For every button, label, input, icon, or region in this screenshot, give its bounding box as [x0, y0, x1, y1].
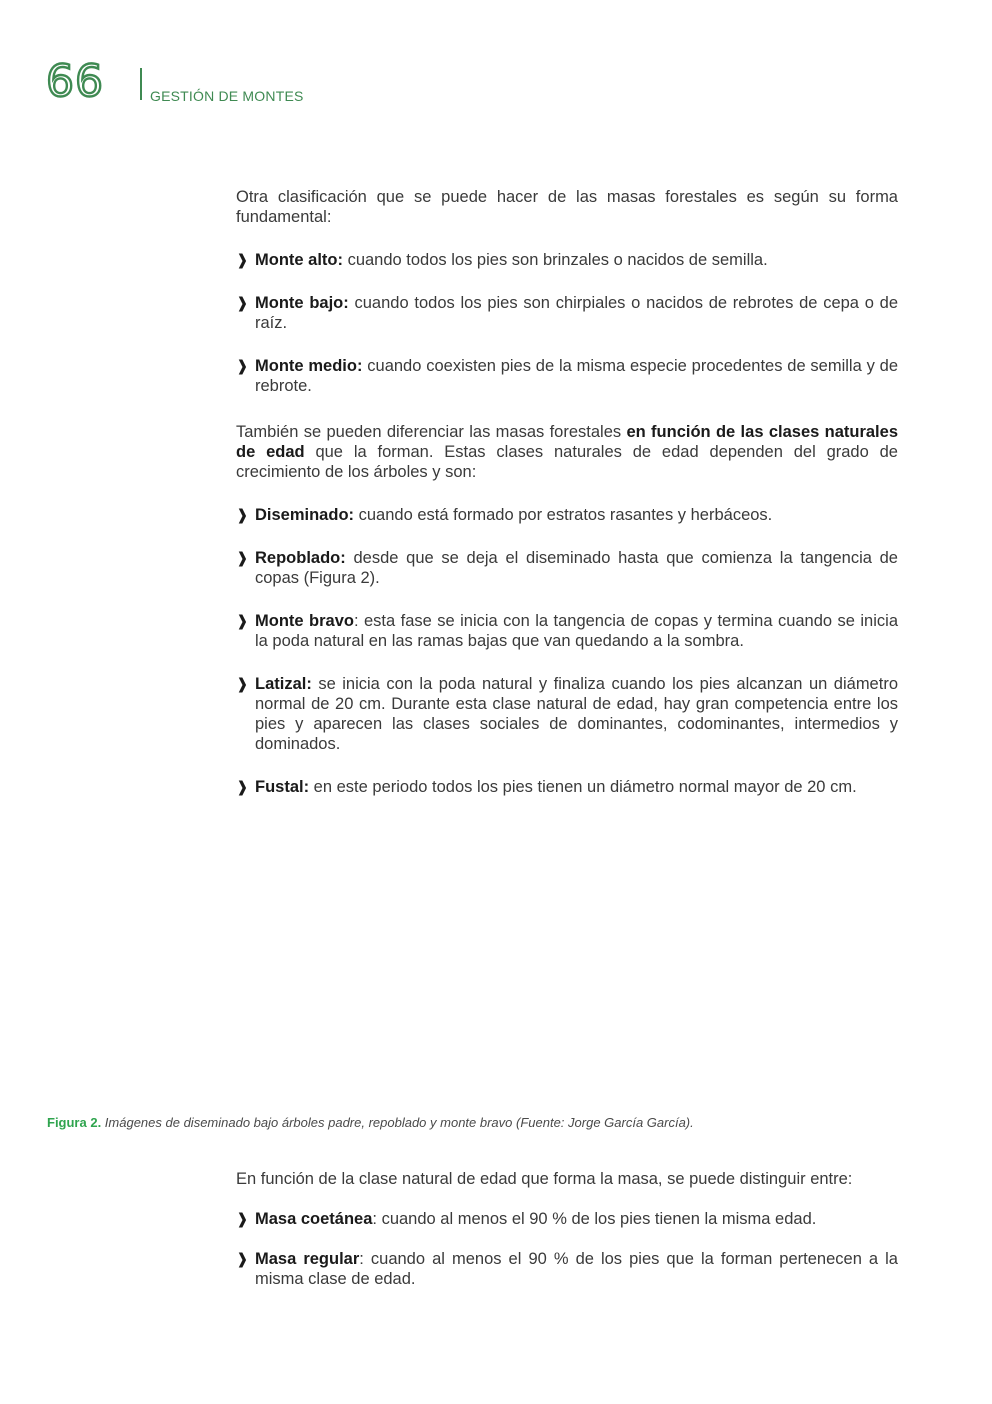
list-item-term: Masa regular	[255, 1250, 360, 1268]
list-item-text: : cuando al menos el 90 % de los pies tienen la misma edad.	[372, 1210, 817, 1228]
list-item-text: cuando está formado por estratos rasantes y herbáceos.	[354, 506, 773, 524]
list-item	[236, 1209, 898, 1229]
list-item-text: se inicia con la poda natural y finaliza cuando los pies alcanzan un diámetro normal de 20 cm. Durante esta clase natural de edad, hay gran competencia entre los pies y aparecen las clases sociales de dominantes, codominantes, intermedios y dominados.	[255, 675, 898, 753]
list-item	[236, 505, 898, 525]
bullet-icon: ❱	[236, 675, 249, 693]
list-item-term: Latizal:	[255, 675, 312, 693]
bullet-icon: ❱	[236, 612, 249, 630]
list-item	[236, 777, 898, 797]
bullet-icon: ❱	[236, 778, 249, 796]
list-item-text: : cuando al menos el 90 % de los pies que la forman pertenecen a la misma clase de edad.	[255, 1250, 898, 1288]
intro-paragraph-3: En función de la clase natural de edad que forma la masa, se puede distinguir entre:	[236, 1170, 853, 1188]
list-item	[236, 250, 898, 270]
list-item-text: cuando todos los pies son brinzales o nacidos de semilla.	[343, 251, 768, 269]
list-item-term: Repoblado:	[255, 549, 346, 567]
list-item-text: en este periodo todos los pies tienen un diámetro normal mayor de 20 cm.	[309, 778, 857, 796]
list-item-term: Monte bravo	[255, 612, 354, 630]
list-item	[236, 611, 898, 651]
intro-2-bold: en función de las clases naturales de edad	[236, 423, 898, 461]
bullet-icon: ❱	[236, 1210, 249, 1228]
intro-paragraph-2	[236, 422, 898, 482]
forma-fundamental-list	[236, 250, 898, 396]
list-item	[236, 356, 898, 396]
bullet-icon: ❱	[236, 549, 249, 567]
intro-2-pre: También se pueden diferenciar las masas forestales	[236, 423, 627, 441]
bullet-icon: ❱	[236, 357, 249, 375]
list-item-text: cuando coexisten pies de la misma especie procedentes de semilla y de rebrote.	[255, 357, 898, 395]
list-item-term: Monte medio:	[255, 357, 363, 375]
list-item-term: Monte bajo:	[255, 294, 349, 312]
section-title: GESTIÓN DE MONTES	[150, 88, 304, 104]
intro-2-post: que la forman. Estas clases naturales de edad dependen del grado de crecimiento de los árboles y son:	[236, 443, 898, 481]
figure-caption	[47, 1115, 694, 1130]
list-item-text: desde que se deja el diseminado hasta que comienza la tangencia de copas (Figura 2).	[255, 549, 898, 587]
bullet-icon: ❱	[236, 1250, 249, 1268]
list-item-text: cuando todos los pies son chirpiales o nacidos de rebrotes de cepa o de raíz.	[255, 294, 898, 332]
bullet-icon: ❱	[236, 251, 249, 269]
content-block-1	[236, 187, 898, 396]
list-item-term: Diseminado:	[255, 506, 355, 524]
figure-caption-label: Figura 2.	[47, 1115, 102, 1130]
list-item-term: Masa coetánea	[255, 1210, 373, 1228]
list-item	[236, 674, 898, 754]
page-number: 66	[46, 56, 104, 107]
figure-caption-text: Imágenes de diseminado bajo árboles padre, repoblado y monte bravo (Fuente: Jorge García García).	[101, 1115, 694, 1130]
intro-paragraph-1: Otra clasificación que se puede hacer de las masas forestales es según su forma fundamental:	[236, 188, 898, 226]
bullet-icon: ❱	[236, 294, 249, 312]
content-block-2	[236, 422, 898, 797]
list-item-text: : esta fase se inicia con la tangencia de copas y termina cuando se inicia la poda natural en las ramas bajas que van quedando a la sombra.	[255, 612, 898, 650]
content-block-3	[236, 1169, 898, 1289]
list-item	[236, 1249, 898, 1289]
list-item-term: Monte alto:	[255, 251, 343, 269]
list-item	[236, 293, 898, 333]
bullet-icon: ❱	[236, 506, 249, 524]
masa-list	[236, 1209, 898, 1289]
clases-edad-list	[236, 505, 898, 797]
header-divider	[140, 68, 142, 100]
list-item-term: Fustal:	[255, 778, 310, 796]
list-item	[236, 548, 898, 588]
